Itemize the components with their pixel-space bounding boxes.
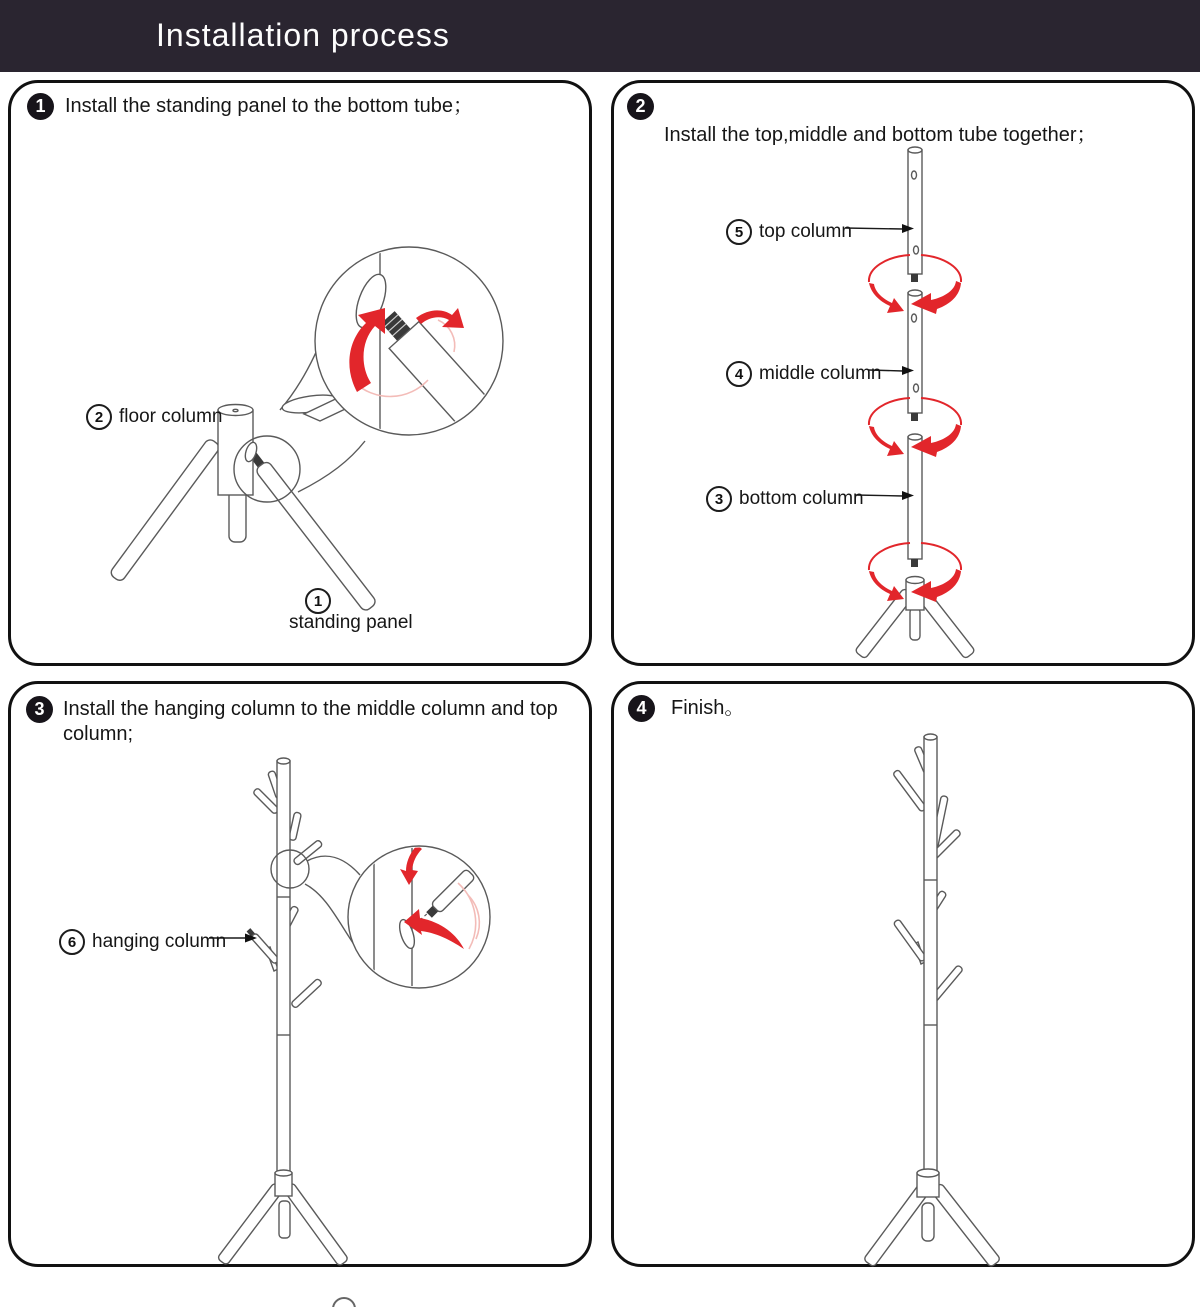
panel-4-diagram (611, 681, 1195, 1267)
tripod-base (863, 1169, 1001, 1267)
part-label-hanging-column: 6 hanging column (59, 929, 226, 955)
leader-line (845, 228, 903, 229)
next-step-partial-circle (332, 1297, 356, 1307)
part-number-standing-panel (305, 588, 331, 614)
part-label-top-column: 5 top column (726, 219, 852, 245)
panel-2-diagram (611, 80, 1195, 666)
step-4-badge: 4 (628, 695, 655, 722)
part-label-middle-column: 4 middle column (726, 361, 882, 387)
part-label-bottom-column: 3 bottom column (706, 486, 864, 512)
header-bar (0, 0, 1200, 72)
floor-column-lower-tube (229, 490, 246, 542)
panel-1-title: Install the standing panel to the bottom tube； (65, 95, 474, 117)
panel-step-3 (8, 681, 592, 1267)
hanging-column-hook (246, 928, 280, 965)
hook (893, 769, 927, 812)
panel-1-diagram (8, 80, 592, 666)
bottom-column-tube (908, 434, 922, 567)
step-1-badge: 1 (27, 93, 54, 120)
panel-step-1 (8, 80, 592, 666)
panel-4-title: Finish。 (671, 697, 745, 719)
trunk (924, 737, 937, 1172)
step-2-badge: 2 (627, 93, 654, 120)
hook (291, 978, 323, 1008)
middle-column-tube (908, 290, 922, 421)
base-leg (109, 438, 221, 583)
panel-3-diagram (8, 681, 592, 1267)
part-number-circle: 5 (726, 219, 752, 245)
part-number-circle: 3 (706, 486, 732, 512)
top-column-tube (908, 147, 922, 282)
panel-3-title: Install the hanging column to the middle column and top column; (63, 698, 558, 745)
panel-step-2 (611, 80, 1195, 666)
callout-funnel-line (298, 441, 365, 492)
callout-funnel-line (307, 856, 360, 875)
step-3-badge: 3 (26, 696, 53, 723)
part-number-circle: 4 (726, 361, 752, 387)
part-number-circle: 2 (86, 404, 112, 430)
tripod-base (855, 577, 976, 660)
hook (893, 919, 927, 962)
trunk (277, 761, 290, 1171)
part-label-standing-panel: standing panel (289, 612, 413, 633)
panel-step-4 (611, 681, 1195, 1267)
part-number-circle: 1 (305, 588, 331, 614)
tripod-base (217, 1170, 349, 1266)
part-number-circle: 6 (59, 929, 85, 955)
page-title: Installation process (156, 17, 450, 53)
panel-2-title: Install the top,middle and bottom tube together； (664, 124, 1097, 146)
part-label-floor-column: 2 floor column (86, 404, 223, 430)
